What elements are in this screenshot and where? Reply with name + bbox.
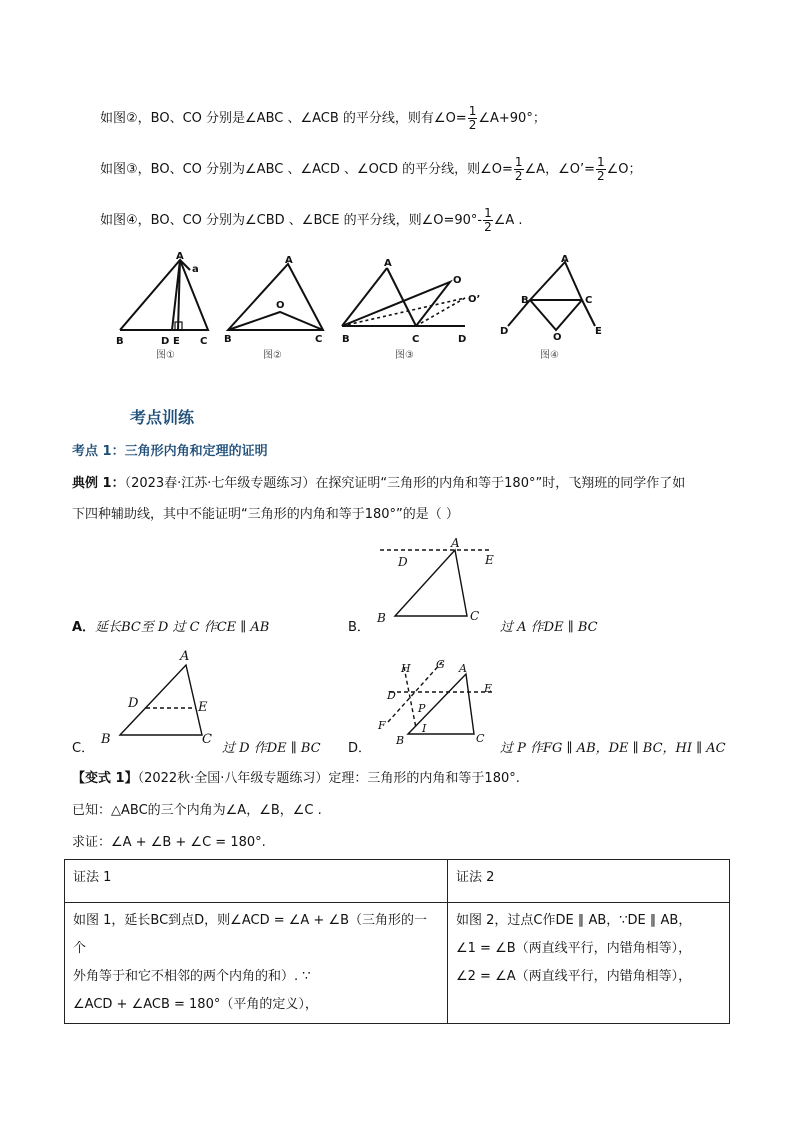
fraction: $\frac{1}{2}$ — [484, 206, 492, 234]
option-b-label[interactable]: B． — [348, 620, 370, 635]
label: E — [595, 326, 602, 337]
point-heading: 考点 1：三角形内角和定理的证明 — [72, 444, 268, 459]
label: H — [401, 662, 411, 675]
label: D — [398, 555, 408, 569]
intro-line-3: 如图③，BO、CO 分别为∠ABC 、∠ACD 、∠OCD 的平分线，则∠O= $\frac{1}{2}$ ∠A，∠O’= $\frac{1}{2}$ ∠O； — [100, 155, 642, 183]
label: E — [485, 553, 494, 567]
label: B — [377, 611, 386, 625]
option-c-text: 过 D 作DE ∥ BC — [222, 741, 321, 756]
option-a[interactable]: A．延长BC至 D 过 C 作CE ∥ AB — [72, 620, 270, 635]
label: D — [387, 689, 396, 702]
label: G — [436, 658, 445, 671]
label: A — [180, 649, 190, 664]
option-c-label[interactable]: C． — [72, 741, 95, 756]
label: O — [276, 300, 285, 311]
label: B — [342, 334, 350, 345]
table-header-1: 证法 1 — [65, 860, 448, 903]
label: A — [561, 254, 569, 265]
label: B — [224, 334, 232, 345]
label: E — [198, 700, 208, 715]
option-d-label[interactable]: D． — [348, 741, 372, 756]
label: A — [384, 258, 392, 269]
label: C — [412, 334, 420, 345]
option-c-figure — [96, 645, 226, 749]
figure-2 — [228, 264, 323, 330]
label: C — [476, 732, 485, 745]
label: D — [128, 696, 139, 711]
label: F — [378, 719, 386, 732]
proof-method-2: 如图 2，过点C作DE ∥ AB，∵DE ∥ AB， ∠1 = ∠B（两直线平行，内错角相等）， ∠2 = ∠A（两直线平行，内错角相等）， — [448, 903, 730, 1024]
label: C — [315, 334, 323, 345]
given-line: 已知：△ABC的三个内角为∠A，∠B，∠C . — [72, 803, 322, 818]
prove-line: 求证：∠A + ∠B + ∠C = 180°. — [72, 835, 266, 850]
figure-caption: 图① — [156, 350, 175, 361]
label: A — [285, 255, 293, 266]
label: C — [585, 295, 593, 306]
label: B — [116, 336, 124, 347]
fraction: $\frac{1}{2}$ — [468, 104, 477, 132]
section-title: 考点训练 — [130, 408, 195, 427]
label: A — [176, 251, 184, 262]
fraction: $\frac{1}{2}$ — [597, 155, 605, 183]
label: D — [500, 326, 509, 337]
label: E — [173, 336, 180, 347]
label: P — [418, 702, 426, 715]
table-header-2: 证法 2 — [448, 860, 730, 903]
option-b-figure — [370, 534, 505, 626]
fraction: $\frac{1}{2}$ — [514, 155, 523, 183]
variant-line: 【变式 1】（2022秋·全国·八年级专题练习）定理：三角形的内角和等于180°. — [72, 771, 520, 786]
example-line-2: 下四种辅助线，其中不能证明“三角形的内角和等于180°”的是（ ） — [72, 507, 459, 522]
label: D — [458, 334, 467, 345]
example-line-1: 典例 1：（2023春·江苏·七年级专题练习）在探究证明“三角形的内角和等于180°”时，飞翔班的同学作了如 — [72, 476, 686, 491]
label: C — [470, 609, 480, 623]
figure-caption: 图④ — [540, 350, 559, 361]
label: B — [101, 732, 111, 747]
label: A — [451, 536, 460, 550]
option-b-text: 过 A 作DE ∥ BC — [500, 620, 598, 635]
label: O’ — [468, 294, 481, 305]
label: O — [553, 332, 562, 343]
label: C — [202, 732, 212, 747]
option-d-text: 过 P 作FG ∥ AB，DE ∥ BC，HI ∥ AC — [500, 741, 726, 756]
intro-line-2: 如图②，BO、CO 分别是∠ABC 、∠ACB 的平分线，则有∠O= $\frac{1}{2}$ ∠A+90°； — [100, 104, 546, 132]
label: C — [200, 336, 208, 347]
option-d-figure — [370, 652, 505, 746]
figure-caption: 图② — [263, 350, 282, 361]
label: I — [422, 722, 427, 735]
proof-method-1: 如图 1，延长BC到点D，则∠ACD = ∠A + ∠B（三角形的一个 外角等于和它不相邻的两个内角的和）. ∵ ∠ACD + ∠ACB = 180°（平角的定义）， — [65, 903, 448, 1024]
proof-table — [64, 859, 730, 1024]
label: a — [192, 264, 199, 275]
figure-caption: 图③ — [395, 350, 414, 361]
label: B — [521, 295, 529, 306]
label: B — [396, 734, 405, 746]
figure-3 — [342, 268, 465, 326]
intro-line-4: 如图④，BO、CO 分别为∠CBD 、∠BCE 的平分线，则∠O=90°- $\frac{1}{2}$ ∠A . — [100, 206, 523, 234]
intro-figures — [110, 248, 620, 368]
label: E — [484, 682, 493, 695]
label: D — [161, 336, 170, 347]
label: A — [459, 662, 467, 675]
label: O — [453, 275, 462, 286]
